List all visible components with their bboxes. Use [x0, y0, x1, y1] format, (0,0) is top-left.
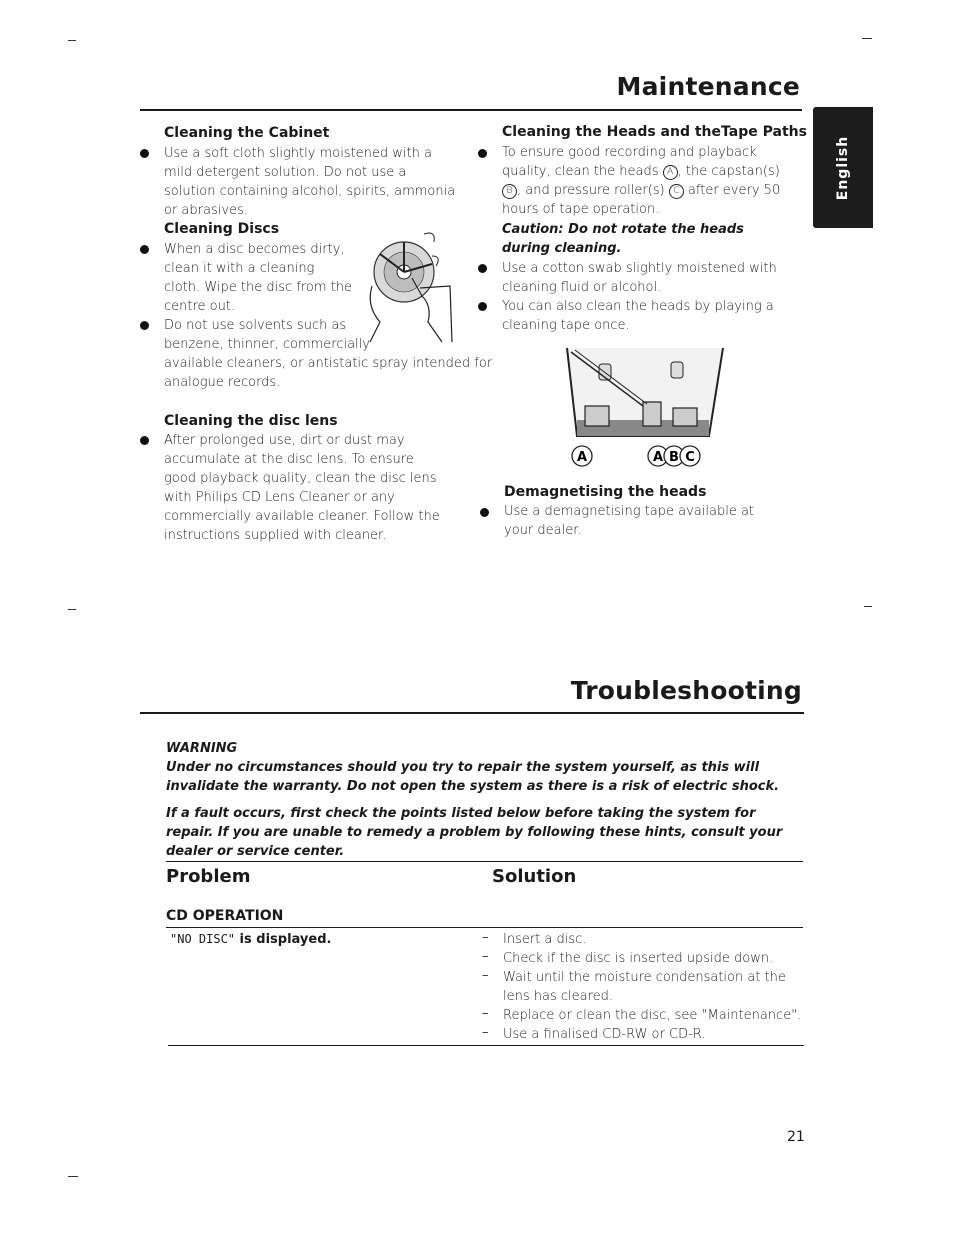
- crop-mark: [68, 609, 76, 610]
- discs-text-2-line3: available cleaners, or antistatic spray intended for: [164, 356, 493, 371]
- bullet: [478, 264, 487, 273]
- bullet: [140, 149, 149, 158]
- heads-text-3: You can also clean the heads by playing a cleaning tape once.: [502, 299, 774, 333]
- discs-text-1: When a disc becomes dirty, clean it with a cleaning cloth. Wipe the disc from the centre out.: [164, 242, 352, 314]
- column-header-problem: Problem: [166, 866, 251, 887]
- table-bottom-rule: [168, 1045, 804, 1046]
- demag-text: Use a demagnetising tape available at your dealer.: [504, 504, 755, 538]
- disc-cleaning-illustration: [362, 226, 458, 344]
- solution-item: Replace or clean the disc, see "Maintenance".: [503, 1008, 802, 1023]
- figure-label: A: [576, 450, 588, 465]
- bullet: [480, 508, 489, 517]
- language-tab-label: English: [835, 135, 851, 200]
- solution-dash: –: [482, 968, 489, 983]
- discs-text-2-line1: Do not use solvents such as: [164, 318, 347, 333]
- caution-text: Caution: Do not rotate the heads during cleaning.: [502, 222, 744, 256]
- problem-text: "NO DISC" is displayed.: [170, 932, 332, 947]
- lens-heading: Cleaning the disc lens: [164, 413, 338, 429]
- troubleshooting-rule: [140, 712, 804, 714]
- figure-label: A: [652, 450, 664, 465]
- figure-label: B: [669, 450, 679, 465]
- table-top-rule: [166, 861, 803, 862]
- warning-label: WARNING: [166, 741, 238, 756]
- solution-dash: –: [482, 1006, 489, 1021]
- demag-heading: Demagnetising the heads: [504, 484, 707, 500]
- warning-text: Under no circumstances should you try to repair the system yourself, as this will invalidate the warranty. Do not open the system as there is a risk of electric shock.: [166, 760, 780, 794]
- crop-mark: [68, 40, 76, 41]
- section-rule: [166, 927, 803, 928]
- solution-item: Use a finalised CD-RW or CD-R.: [503, 1027, 706, 1042]
- discs-heading: Cleaning Discs: [164, 221, 280, 237]
- crop-mark: [862, 38, 872, 39]
- cabinet-text: Use a soft cloth slightly moistened with a mild detergent solution. Do not use a solution containing alcohol, spirits, ammonia or abrasives.: [164, 146, 456, 218]
- fault-text: If a fault occurs, first check the points listed below before taking the system for repair. If you are unable to remedy a problem by following these hints, consult your dealer or service center.: [166, 806, 783, 859]
- solution-dash: –: [482, 949, 489, 964]
- lens-text: After prolonged use, dirt or dust may accumulate at the disc lens. To ensure good playback quality, clean the disc lens with Philips CD Lens Cleaner or any commercially available cleaner. Follow the instructions supplied with cleaner.: [164, 433, 440, 543]
- discs-text-2-line4: analogue records.: [164, 375, 281, 390]
- heads-text-1: To ensure good recording and playback quality, clean the heads A , the capstan(s) B , and pressure roller(s) C after every 50 hours of tape operation.: [502, 145, 781, 217]
- cabinet-heading: Cleaning the Cabinet: [164, 125, 330, 141]
- crop-mark: [864, 606, 872, 607]
- bullet: [478, 149, 487, 158]
- language-tab: [813, 107, 873, 228]
- troubleshooting-title: Troubleshooting: [570, 676, 802, 705]
- label-b-circle: B: [502, 184, 517, 199]
- solution-dash: –: [482, 1025, 489, 1040]
- solution-item: Check if the disc is inserted upside down.: [503, 951, 774, 966]
- label-a-circle: A: [663, 165, 678, 180]
- discs-text-2-line2: benzene, thinner, commercially: [164, 337, 370, 352]
- maintenance-title: Maintenance: [616, 72, 800, 101]
- heads-heading: Cleaning the Heads and theTape Paths: [502, 124, 807, 140]
- bullet: [478, 302, 487, 311]
- tape-deck-illustration: [555, 346, 730, 470]
- crop-mark: [68, 1176, 78, 1177]
- bullet: [140, 245, 149, 254]
- heads-text-2: Use a cotton swab slightly moistened with cleaning fluid or alcohol.: [502, 261, 777, 295]
- bullet: [140, 321, 149, 330]
- solution-item: Insert a disc.: [503, 932, 587, 947]
- solution-dash: –: [482, 930, 489, 945]
- label-c-circle: C: [669, 184, 684, 199]
- solution-item: Wait until the moisture condensation at the lens has cleared.: [503, 970, 786, 1004]
- lcd-display-text: "NO DISC": [170, 932, 236, 946]
- header-rule: [140, 109, 802, 111]
- bullet: [140, 436, 149, 445]
- figure-label: C: [685, 450, 695, 465]
- page-number: 21: [787, 1129, 805, 1145]
- section-cd-operation: CD OPERATION: [166, 908, 284, 924]
- column-header-solution: Solution: [492, 866, 577, 887]
